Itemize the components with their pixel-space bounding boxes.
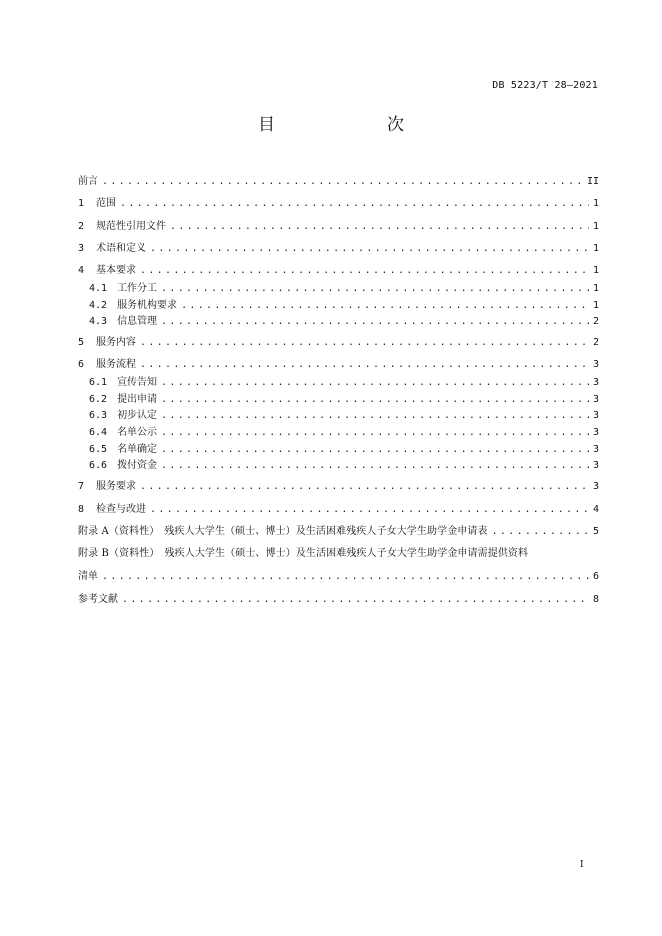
toc-leader-dots bbox=[102, 571, 589, 582]
toc-entry-4-3[interactable] bbox=[89, 312, 599, 328]
toc-entry-number: 5 bbox=[78, 337, 85, 348]
toc-entry-page: 2 bbox=[592, 316, 599, 327]
toc-leader-dots bbox=[102, 176, 583, 187]
toc-entry-label: 服务内容 bbox=[96, 337, 137, 348]
toc-entry-label: 术语和定义 bbox=[96, 243, 147, 254]
toc-entry-label: 提出申请 bbox=[117, 394, 158, 405]
toc-leader-dots bbox=[170, 221, 589, 232]
toc-entry-number: 3 bbox=[78, 243, 85, 254]
toc-entry-page: 8 bbox=[592, 594, 599, 605]
toc-entry-page: 3 bbox=[592, 460, 599, 471]
toc-entry-6-3[interactable] bbox=[89, 406, 599, 422]
toc-entry-page: 3 bbox=[592, 359, 599, 370]
toc-entry-number: 6 bbox=[78, 359, 85, 370]
toc-entry-label: 信息管理 bbox=[117, 316, 158, 327]
toc-entry-references[interactable] bbox=[78, 590, 599, 606]
toc-entry-page: 1 bbox=[592, 300, 599, 311]
toc-entry-page: 5 bbox=[592, 526, 599, 537]
toc-entry-label: 服务要求 bbox=[96, 481, 137, 492]
toc-entry-page: 2 bbox=[592, 337, 599, 348]
toc-leader-dots bbox=[161, 283, 589, 294]
toc-leader-dots bbox=[140, 265, 589, 276]
toc-leader-dots bbox=[140, 359, 589, 370]
toc-entry-page: 4 bbox=[592, 504, 599, 515]
toc-entry-page: 6 bbox=[592, 571, 599, 582]
toc-entry-number: 8 bbox=[78, 504, 85, 515]
toc-leader-dots bbox=[161, 394, 589, 405]
toc-leader-dots bbox=[181, 300, 589, 311]
standard-code: DB 5223/T 28—2021 bbox=[492, 80, 598, 91]
toc-entry-label: 参考文献 bbox=[78, 594, 118, 605]
toc-leader-dots bbox=[161, 460, 589, 471]
toc-leader-dots bbox=[161, 444, 589, 455]
toc-entry-number: 7 bbox=[78, 481, 85, 492]
toc-entry-page: 3 bbox=[592, 410, 599, 421]
toc-entry-page: 3 bbox=[592, 444, 599, 455]
toc-leader-dots bbox=[120, 198, 589, 209]
toc-entry-number: 4.3 bbox=[89, 316, 108, 327]
toc-entry-page: 3 bbox=[592, 481, 599, 492]
toc-entry-label: 清单 bbox=[78, 571, 98, 582]
toc-entry-preface[interactable] bbox=[78, 172, 599, 188]
toc-entry-page: 3 bbox=[592, 377, 599, 388]
toc-entry-page: 1 bbox=[592, 243, 599, 254]
toc-entry-number: 4 bbox=[78, 265, 85, 276]
toc-entry-number: 6.3 bbox=[89, 410, 108, 421]
toc-entry-label: 名单公示 bbox=[117, 427, 158, 438]
toc-leader-dots bbox=[492, 526, 589, 537]
toc-entry-6-1[interactable] bbox=[89, 373, 599, 389]
toc-entry-page: 1 bbox=[592, 265, 599, 276]
toc-leader-dots bbox=[122, 594, 589, 605]
toc-entry-page: 1 bbox=[592, 221, 599, 232]
toc-entry-label: 附录 A（资料性） 残疾人大学生（硕士、博士）及生活困难残疾人子女大学生助学金申请表 bbox=[78, 526, 488, 537]
toc-leader-dots bbox=[161, 427, 589, 438]
toc-entry-number: 6.4 bbox=[89, 427, 108, 438]
toc-entry-6-6[interactable] bbox=[89, 456, 599, 472]
toc-entry-number: 6.2 bbox=[89, 394, 108, 405]
toc-entry-page: 3 bbox=[592, 427, 599, 438]
toc-entry-label: 规范性引用文件 bbox=[96, 221, 167, 232]
toc-entry-page: 1 bbox=[592, 198, 599, 209]
toc-entry-page: 1 bbox=[592, 283, 599, 294]
toc-entry-label: 工作分工 bbox=[117, 283, 158, 294]
toc-entry-2[interactable] bbox=[78, 217, 599, 233]
toc-entry-label: 名单确定 bbox=[117, 444, 158, 455]
toc-entry-number: 6.5 bbox=[89, 444, 108, 455]
page-title: 目 次 bbox=[258, 115, 430, 135]
toc-entry-label: 服务机构要求 bbox=[117, 300, 178, 311]
toc-entry-label: 前言 bbox=[78, 176, 98, 187]
toc-entry-number: 4.2 bbox=[89, 300, 108, 311]
toc-entry-number: 6.1 bbox=[89, 377, 108, 388]
toc-leader-dots bbox=[161, 316, 589, 327]
toc-entry-label: 拨付资金 bbox=[117, 460, 158, 471]
toc-leader-dots bbox=[150, 243, 589, 254]
toc-entry-6-2[interactable] bbox=[89, 390, 599, 406]
toc-leader-dots bbox=[161, 410, 589, 421]
toc-entry-appendix-b-cont[interactable] bbox=[78, 567, 599, 583]
toc-entry-6[interactable] bbox=[78, 355, 599, 371]
toc-entry-page: 3 bbox=[592, 394, 599, 405]
toc-entry-3[interactable] bbox=[78, 239, 599, 255]
toc-leader-dots bbox=[161, 377, 589, 388]
toc-entry-4-2[interactable] bbox=[89, 296, 599, 312]
toc-leader-dots bbox=[140, 337, 589, 348]
toc-entry-appendix-a[interactable] bbox=[78, 522, 599, 538]
toc-entry-6-4[interactable] bbox=[89, 423, 599, 439]
toc-entry-label: 附录 B（资料性） 残疾人大学生（硕士、博士）及生活困难残疾人子女大学生助学金申请需提供资料 bbox=[78, 548, 529, 559]
toc-entry-4-1[interactable] bbox=[89, 279, 599, 295]
toc-entry-label: 宣传告知 bbox=[117, 377, 158, 388]
toc-entry-number: 6.6 bbox=[89, 460, 108, 471]
toc-entry-label: 服务流程 bbox=[96, 359, 137, 370]
toc-entry-7[interactable] bbox=[78, 477, 599, 493]
toc-entry-4[interactable] bbox=[78, 261, 599, 277]
toc-entry-number: 2 bbox=[78, 221, 85, 232]
toc-entry-page: II bbox=[586, 176, 599, 187]
toc-entry-5[interactable] bbox=[78, 333, 599, 349]
toc-entry-number: 1 bbox=[78, 198, 85, 209]
page-number: I bbox=[580, 860, 584, 870]
toc-leader-dots bbox=[150, 504, 589, 515]
toc-entry-8[interactable] bbox=[78, 500, 599, 516]
toc-entry-label: 基本要求 bbox=[96, 265, 137, 276]
toc-entry-label: 检查与改进 bbox=[96, 504, 147, 515]
toc-entry-number: 4.1 bbox=[89, 283, 108, 294]
toc-entry-1[interactable] bbox=[78, 194, 599, 210]
toc-entry-label: 初步认定 bbox=[117, 410, 158, 421]
toc-entry-6-5[interactable] bbox=[89, 440, 599, 456]
toc-entry-appendix-b[interactable] bbox=[78, 544, 599, 559]
toc-leader-dots bbox=[140, 481, 589, 492]
toc-entry-label: 范围 bbox=[96, 198, 117, 209]
